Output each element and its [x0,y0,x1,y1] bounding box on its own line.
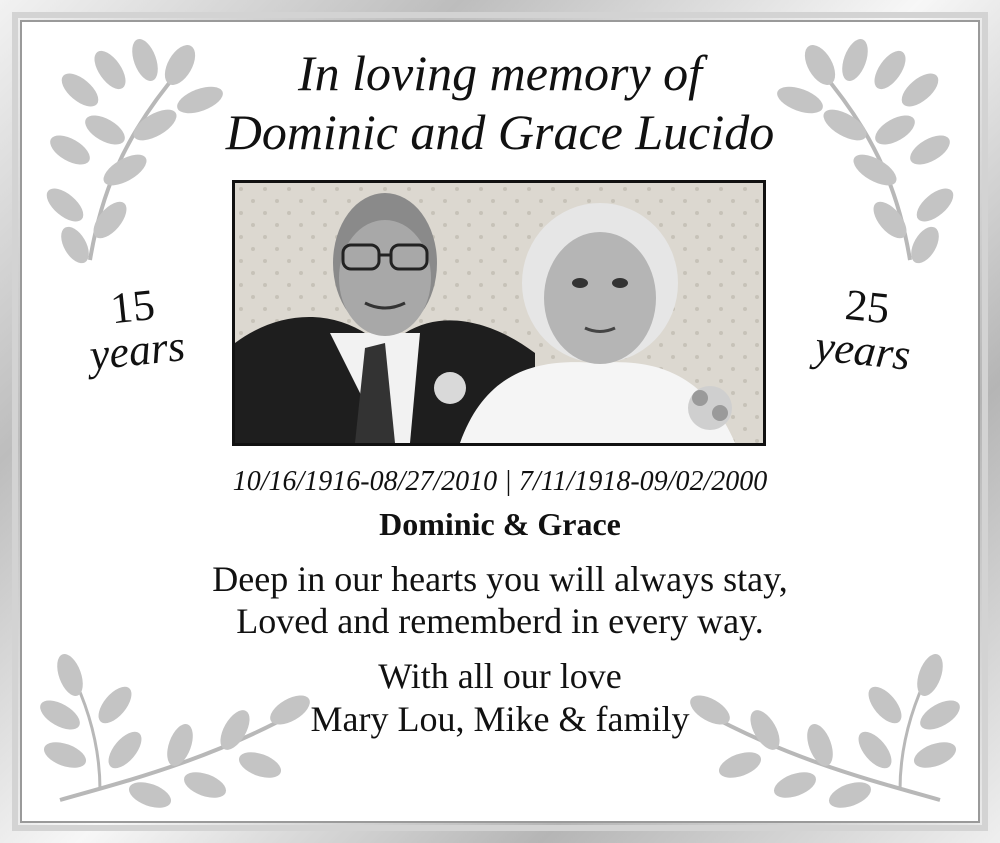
right-anniversary-label: years [812,321,913,380]
life-dates: 10/16/1916-08/27/2010 | 7/11/1918-09/02/2000 [232,466,768,497]
left-anniversary [66,278,204,379]
left-anniversary-number: 15 [108,279,158,334]
closing-signature: Mary Lou, Mike & family [310,699,690,739]
names-heading: Dominic & Grace [379,506,621,542]
closing-line-1: With all our love [378,656,622,696]
couple-portrait-photo [232,180,766,446]
title-line-1: In loving memory of [297,45,703,101]
title-line-2: Dominic and Grace Lucido [225,104,775,160]
portrait-illustration [235,183,763,443]
left-anniversary-label: years [87,321,188,380]
right-anniversary [796,278,934,379]
verse-line-1: Deep in our hearts you will always stay, [212,559,788,599]
verse-line-2: Loved and rememberd in every way. [236,601,764,641]
right-anniversary-number: 25 [842,279,892,334]
